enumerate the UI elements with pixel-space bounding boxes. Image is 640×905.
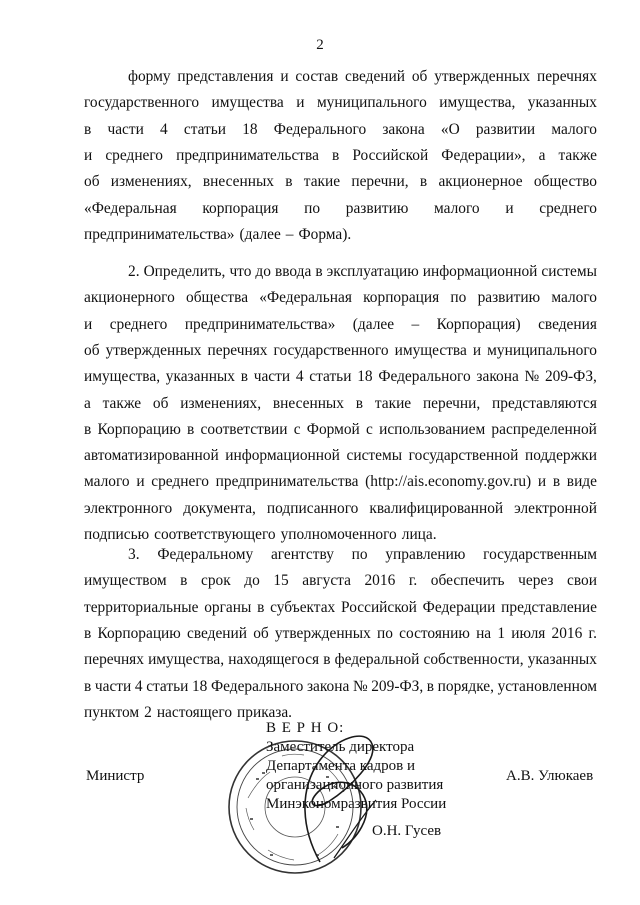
text-line: в Корпорацию сведений об утвержденных по состоянию на 1 июля 2016 г. (84, 624, 597, 642)
text-line: и среднего предпринимательства в Российской Федерации», а также (84, 146, 597, 164)
text-line: в части 4 статьи 18 Федерального закона «О развитии малого (84, 120, 597, 138)
text-line: предпринимательства» (далее – Форма). (84, 225, 352, 243)
text-line: территориальные органы в субъектах Российской Федерации представление (84, 598, 597, 616)
text-line: малого и среднего предпринимательства (http://ais.economy.gov.ru) и в виде (84, 473, 597, 491)
text-line: 2. Определить, что до ввода в эксплуатацию информационной системы (128, 263, 597, 280)
certification-verno: В Е Р Н О: (266, 720, 345, 736)
certification-signer: О.Н. Гусев (372, 823, 442, 839)
text-line: пунктом 2 настоящего приказа. (84, 703, 293, 721)
text-line: государственного имущества и муниципального имущества, указанных (84, 94, 597, 112)
certification-line-4: Минэкономразвития России (266, 796, 447, 812)
text-line: электронного документа, подписанного квалифицированной электронной (84, 499, 597, 517)
text-line: имуществом в срок до 15 августа 2016 г. обеспечить через свои (84, 572, 597, 590)
text-line: и среднего предпринимательства» (далее – Корпорация) сведения (84, 315, 597, 333)
text-line: имущества, указанных в части 4 статьи 18 Федерального закона № 209-ФЗ, (84, 368, 597, 386)
certification-line-1: Заместитель директора (266, 739, 415, 755)
text-line: об изменениях, внесенных в такие перечни, в акционерное общество (84, 173, 597, 191)
text-line: форму представления и состав сведений об утвержденных перечнях (128, 68, 597, 85)
text-line: «Федеральная корпорация по развитию малого и среднего (84, 199, 597, 217)
signatory-position: Министр (86, 768, 145, 784)
certification-line-2: Департамента кадров и (266, 758, 415, 774)
text-line: акционерного общества «Федеральная корпорация по развитию малого (84, 289, 597, 307)
text-line: подписью соответствующего уполномоченного лица. (84, 526, 437, 543)
text-line: автоматизированной информационной системы государственной поддержки (84, 447, 597, 465)
text-line: 3. Федеральному агентству по управлению государственным (128, 546, 597, 563)
text-line: об утвержденных перечнях государственного имущества и муниципального (84, 341, 597, 359)
text-line: а также об изменениях, внесенных в такие перечни, представляются (84, 394, 597, 412)
certification-line-3: организационного развития (266, 777, 444, 793)
text-line: в Корпорацию в соответствии с Формой с использованием распределенной (84, 420, 597, 438)
page-number: 2 (316, 37, 324, 53)
text-line: в части 4 статьи 18 Федерального закона № 209-ФЗ, в порядке, установленном (84, 677, 597, 695)
signatory-name: А.В. Улюкаев (506, 768, 594, 784)
text-line: перечнях имущества, находящегося в федеральной собственности, указанных (84, 651, 597, 669)
